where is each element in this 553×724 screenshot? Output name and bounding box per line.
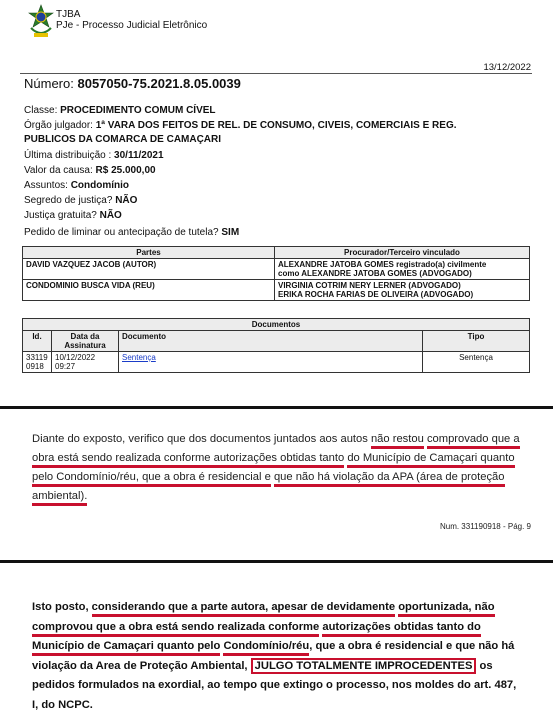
header-org [56, 9, 207, 31]
excerpt-1: Diante do exposto, verifico que dos documentos juntados aos autos não restou comprovado que a obra está sendo realizada conforme autorizações obtidas tanto do Município de Camaçari quanto pelo Condomínio/réu, que a obra é residencial e que não há violação da APA (área de proteção ambiental). [32, 430, 522, 506]
col-procuradores: Procurador/Terceiro vinculado [275, 247, 530, 259]
table-row: 33119 0918 10/12/2022 09:27 Sentença Sentença [23, 352, 530, 373]
process-number: Número: 8057050-75.2021.8.05.0039 [24, 76, 241, 91]
parties-table [22, 246, 530, 301]
system-name: PJe - Processo Judicial Eletrônico [56, 20, 208, 31]
section-divider [0, 406, 553, 409]
meta-orgao: Órgão julgador: 1ª VARA DOS FEITOS DE REL. DE CONSUMO, CIVEIS, COMERCIAIS E REG. [24, 120, 457, 131]
org-name: TJBA [56, 9, 81, 20]
meta-segredo: Segredo de justiça? NÃO [24, 195, 138, 206]
process-number-value: 8057050-75.2021.8.05.0039 [77, 76, 241, 91]
meta-valor: Valor da causa: R$ 25.000,00 [24, 165, 156, 176]
coat-of-arms-seal [26, 4, 56, 40]
header-date: 13/12/2022 [483, 62, 531, 73]
documents-title: Documentos [23, 319, 530, 331]
documents-table: Documentos Id. Data da Assinatura Documento Tipo 33119 0918 10/12/2022 09:27 Sentença Sentença [22, 318, 530, 373]
meta-gratuita: Justiça gratuita? NÃO [24, 210, 122, 221]
verdict-box: JULGO TOTALMENTE IMPROCEDENTES [251, 658, 477, 674]
page-footer: Num. 331190918 - Pág. 9 [439, 522, 531, 531]
meta-distribuicao: Última distribuição : 30/11/2021 [24, 150, 164, 161]
table-row: DAVID VAZQUEZ JACOB (AUTOR) ALEXANDRE JATOBA GOMES registrado(a) civilmente como ALEXANDRE JATOBA GOMES (ADVOGADO) [23, 259, 530, 280]
header-divider [20, 73, 532, 74]
table-row: CONDOMINIO BUSCA VIDA (REU) VIRGINIA COTRIM NERY LERNER (ADVOGADO) ERIKA ROCHA FARIAS DE OLIVEIRA (ADVOGADO) [23, 280, 530, 301]
section-divider-2 [0, 560, 553, 563]
excerpt-2: Isto posto, considerando que a parte autora, apesar de devidamente oportunizada, não comprovou que a obra está sendo realizada conforme autorizações obtidas tanto do Município de Camaçari quanto pelo Condomínio/réu, que a obra é residencial e que não há violação da Area de Proteção Ambiental, JULGO TOTALMENTE IMPROCEDENTES os pedidos formulados na exordial, ao tempo que extingo o processo, nos moldes do art. 487, I, do NCPC. [32, 601, 517, 711]
meta-assuntos: Assuntos: Condomínio [24, 180, 130, 191]
meta-orgao-line2: PUBLICOS DA COMARCA DE CAMAÇARI [24, 134, 222, 145]
meta-classe: Classe: PROCEDIMENTO COMUM CÍVEL [24, 105, 216, 116]
meta-liminar: Pedido de liminar ou antecipação de tutela? SIM [24, 227, 240, 238]
col-partes: Partes [23, 247, 275, 259]
document-link[interactable]: Sentença [122, 353, 156, 362]
